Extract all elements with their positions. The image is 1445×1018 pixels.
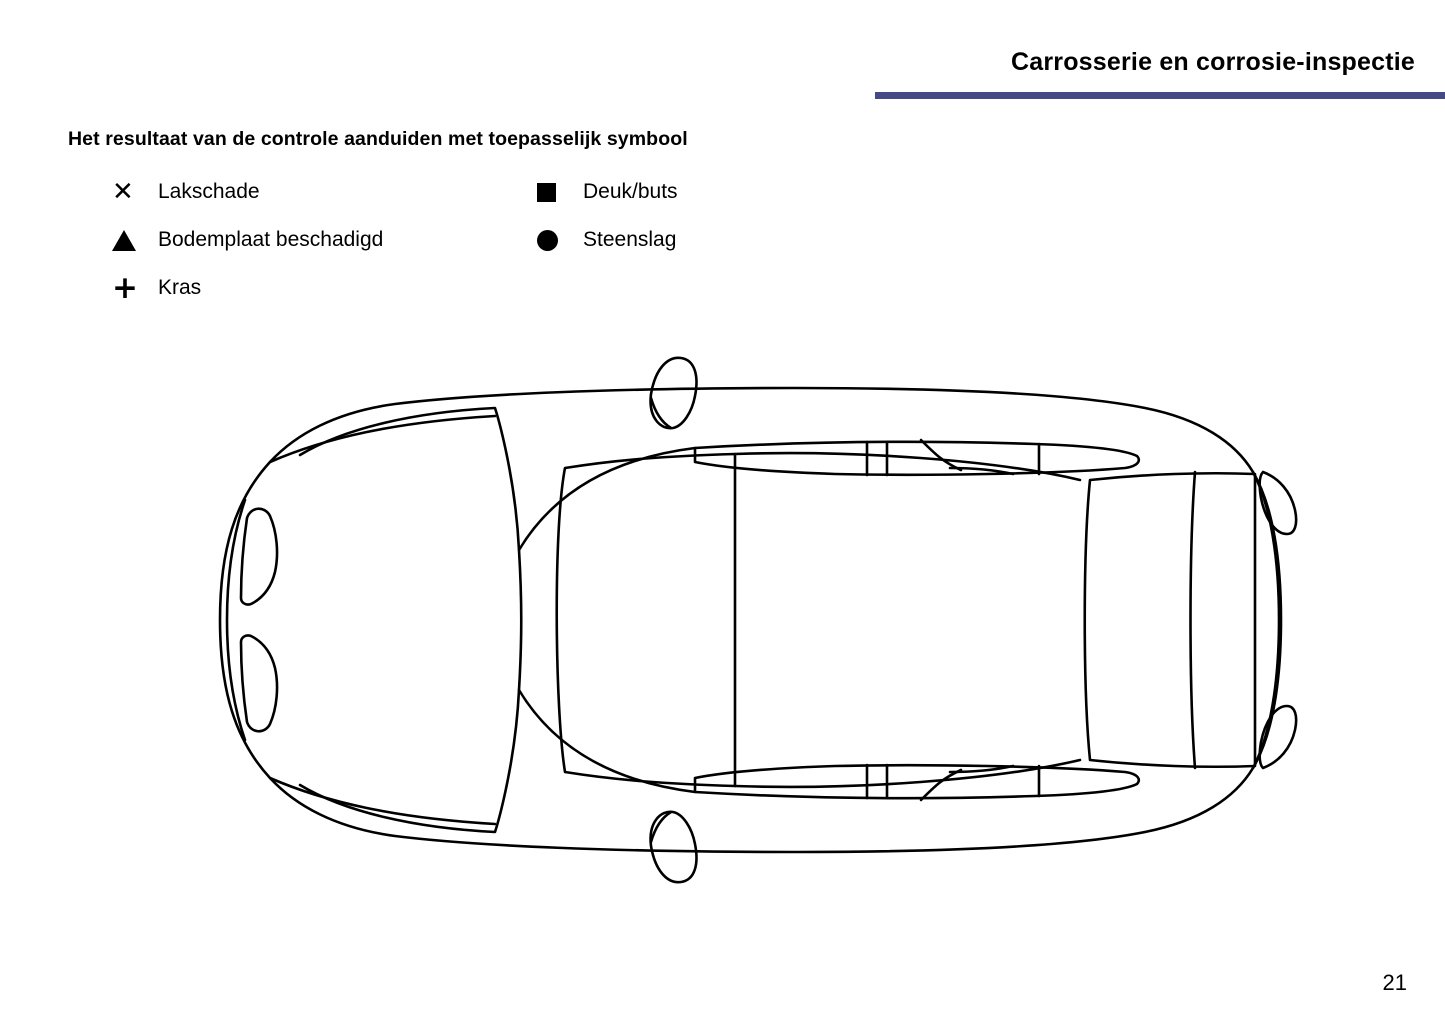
circle-symbol-icon [537, 230, 583, 251]
legend-item-deuk-buts [537, 180, 867, 204]
car-top-view-outline [95, 350, 1350, 890]
legend-row [112, 264, 872, 312]
hood-panel [300, 408, 521, 832]
plus-symbol-icon [112, 269, 158, 306]
front-lamp-lower [241, 635, 277, 731]
legend-item-steenslag [537, 228, 867, 252]
legend-row [112, 216, 872, 264]
triangle-symbol-icon [112, 230, 158, 251]
symbol-legend [112, 168, 872, 312]
mirror-top-detail [651, 398, 671, 428]
legend-label: Bodemplaat beschadigd [158, 228, 384, 251]
legend-item-kras [112, 269, 537, 306]
mirror-bottom [651, 812, 697, 882]
roof-panel [557, 454, 735, 786]
x-symbol-glyph: ✕ [112, 177, 134, 207]
legend-label: Steenslag [583, 228, 677, 251]
legend-label: Lakschade [158, 180, 260, 203]
legend-item-lakschade [112, 179, 537, 205]
rear-window-divider [1191, 472, 1196, 768]
page-header [0, 48, 1445, 104]
header-rule [875, 92, 1445, 99]
legend-row [112, 168, 872, 216]
upper-glass-divider [921, 440, 961, 470]
car-diagram [95, 350, 1350, 890]
legend-item-bodemplaat-beschadigd [112, 228, 537, 252]
legend-label: Kras [158, 276, 202, 299]
x-symbol-icon [112, 179, 158, 205]
rear-window-panel [1085, 473, 1255, 767]
mirror-top [651, 358, 697, 428]
legend-label: Deuk/buts [583, 180, 678, 203]
page-number: 21 [1382, 970, 1407, 995]
page-title: Carrosserie en corrosie-inspectie [1011, 48, 1415, 76]
square-symbol-icon [537, 183, 583, 202]
lower-glass-divider [921, 770, 961, 800]
mirror-bottom-detail [651, 812, 671, 842]
instruction-text: Het resultaat van de controle aanduiden met toepasselijk symbool [68, 128, 688, 150]
car-body-outline [220, 388, 1281, 852]
front-lamp-upper [241, 509, 277, 605]
plus-symbol-glyph: + [112, 269, 138, 306]
